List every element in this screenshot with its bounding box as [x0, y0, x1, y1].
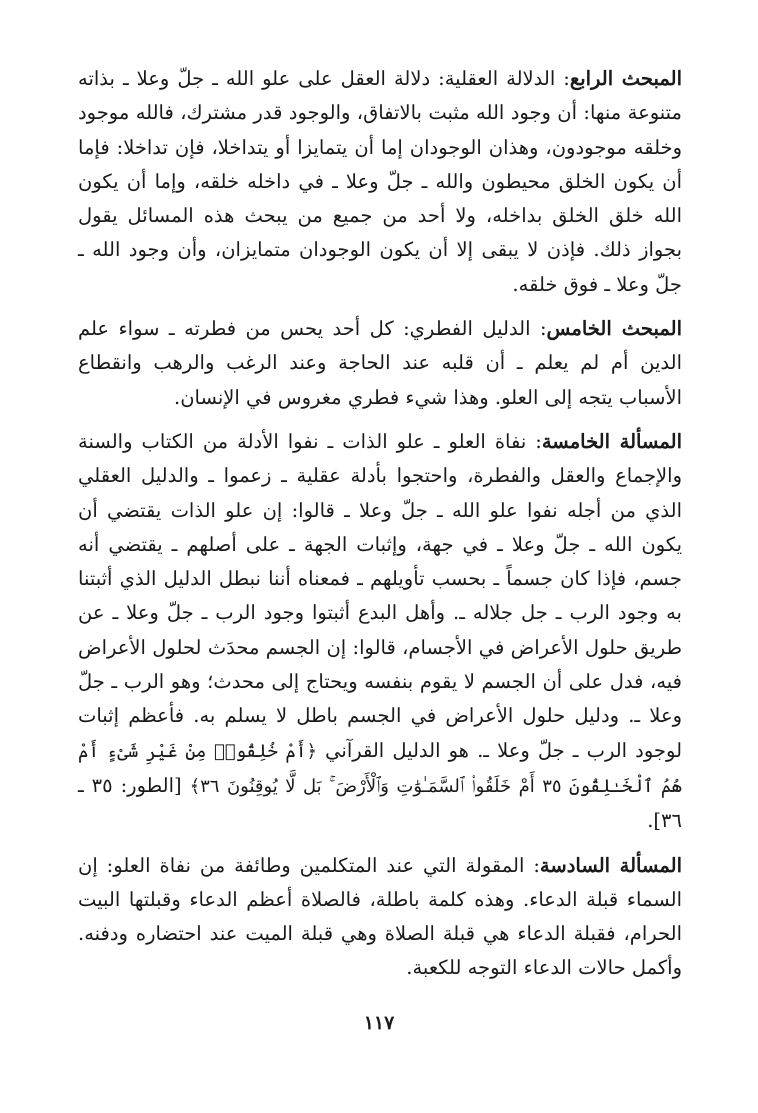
paragraph-sixth-issue — [78, 849, 682, 986]
page-number: ١١٧ — [363, 1012, 395, 1034]
paragraph-fifth-issue — [78, 425, 682, 839]
paragraph-fourth-topic — [78, 62, 682, 302]
paragraph-body: : الدليل الفطري: كل أحد يحس من فطرته ـ سواء علم الدين أم لم يعلم ـ أن قلبه عند الحاجة وعند الرغب والرهب وانقطاع الأسباب يتجه إلى العلو. وهذا شيء فطري مغروس في الإنسان. — [78, 317, 682, 409]
paragraph-heading: المسألة الخامسة — [541, 429, 682, 453]
verse-reference: [الطور: ٣٥ ـ ٣٦]. — [78, 773, 682, 833]
quran-verse: ﴿أَمْ خُلِقُوا۟ مِنْ غَيْرِ شَىْءٍ أَمْ هُمُ ٱلْخَـٰلِقُونَ ٣٥ أَمْ خَلَقُوا۟ ٱلسَّمَـٰوَٰتِ وَٱلْأَرْضَ ۚ بَل لَّا يُوقِنُونَ ٣٦﴾ — [78, 740, 682, 797]
paragraph-body: : الدلالة العقلية: دلالة العقل على علو الله ـ جلّ وعلا ـ بذاته متنوعة منها: أن وجود الله مثبت بالاتفاق، والوجود قدر مشترك، فالله موجود وخلقه موجودون، وهذان الوجودان إما أن يتمايزا أو يتداخلا، فإن تداخلا: فإما أن يكون الخلق محيطون والله ـ جلّ وعلا ـ في داخله خلقه، وإما أن يكون الله خلق الخلق بداخله، ولا أحد من جميع من يبحث هذه المسائل يقول بجواز ذلك. فإذن لا يبقى إلا أن يكون الوجودان متمايزان، وأن وجود الله ـ جلّ وعلا ـ فوق خلقه. — [78, 67, 683, 296]
paragraph-fifth-topic — [78, 312, 682, 415]
paragraph-heading: المبحث الخامس — [546, 317, 683, 341]
paragraph-heading: المسألة السادسة — [539, 853, 682, 877]
paragraph-heading: المبحث الرابع — [569, 67, 682, 90]
paragraph-body: : المقولة التي عند المتكلمين وطائفة من نفاة العلو: إن السماء قبلة الدعاء. وهذه كلمة باطلة، فالصلاة أعظم الدعاء وقبلتها البيت الحرام، فقبلة الدعاء هي قبلة الصلاة وهي قبلة الميت عند احتضاره ودفنه. وأكمل حالات الدعاء التوجه للكعبة. — [78, 853, 682, 980]
paragraph-body: : نفاة العلو ـ علو الذات ـ نفوا الأدلة من الكتاب والسنة والإجماع والعقل والفطرة، واحتجوا بأدلة عقلية ـ زعموا ـ والدليل العقلي الذي من أجله نفوا علو الله ـ جلّ وعلا ـ قالوا: إن علو الذات يقتضي أن يكون الله ـ جلّ وعلا ـ في جهة، وإثبات الجهة ـ على أصلهم ـ يقتضي أنه جسم، فإذا كان جسماً ـ بحسب تأويلهم ـ فمعناه أننا نبطل الدليل الذي أثبتنا به وجود الرب ـ جل جلاله ـ. وأهل البدع أثبتوا وجود الرب ـ جلّ وعلا ـ عن طريق حلول الأعراض في الأجسام، قالوا: إن الجسم محدَث لحلول الأعراض فيه، فدل على أن الجسم لا يقوم بنفسه ويحتاج إلى محدث؛ وهو الرب ـ جلّ وعلا ـ. ودليل حلول الأعراض في الجسم باطل لا يسلم به. فأعظم إثبات لوجود الرب ـ جلّ وعلا ـ. هو الدليل القرآني — [78, 429, 683, 762]
